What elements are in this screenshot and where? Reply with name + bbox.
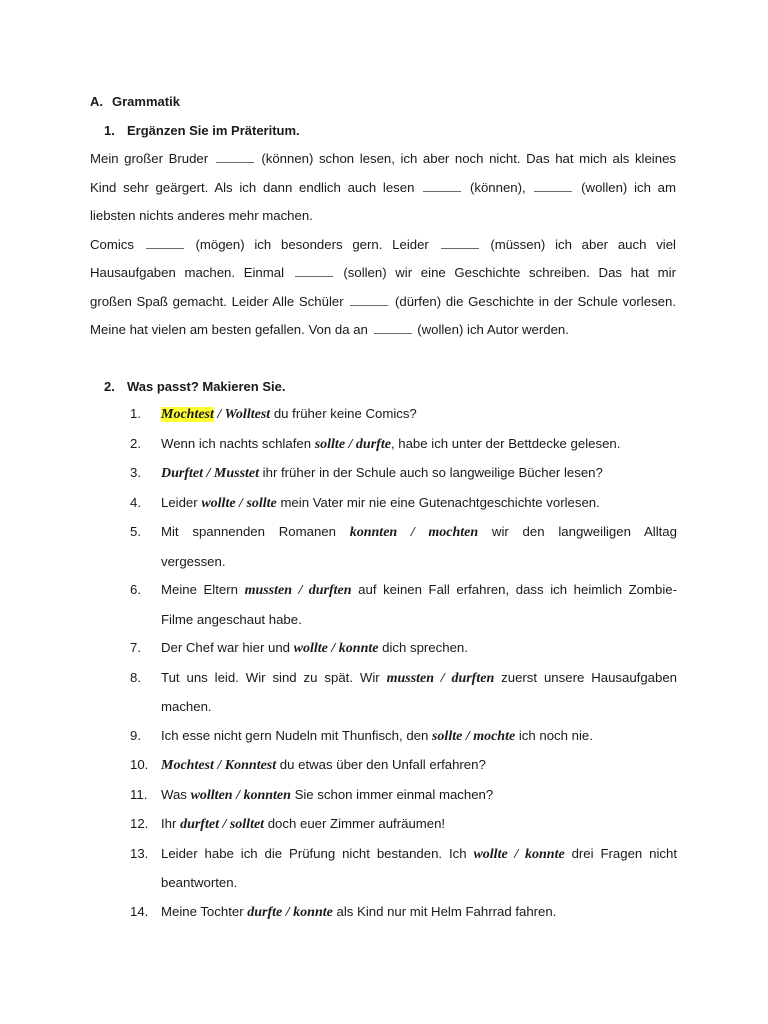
item-text: Mit spannenden Romanen konnten / mochten wir den langweiligen Alltag (161, 524, 677, 540)
item-number: 2. (130, 435, 141, 451)
choice-options[interactable]: mussten / durften (386, 670, 495, 686)
choice-options[interactable]: Mochtest / Konntest (161, 758, 277, 773)
item-text: Durftet / Musstet ihr früher in der Schule auch so langweilige Bücher lesen? (161, 465, 603, 481)
task1-title: Ergänzen Sie im Präteritum. (127, 123, 300, 138)
item-number: 4. (130, 494, 141, 510)
answer-blank[interactable] (216, 151, 254, 163)
item-text: Der Chef war hier und wollte / konnte dich sprechen. (161, 640, 468, 656)
list-item (130, 576, 677, 634)
item-text: Mochtest / Konntest du etwas über den Unfall erfahren? (161, 757, 486, 773)
item-text-continued: machen. (161, 699, 212, 714)
task2-number: 2. (104, 379, 115, 394)
choice-options[interactable]: wollte / konnte (473, 846, 565, 862)
paragraph-line-3: liebsten nichts anderes mehr machen. (90, 208, 313, 223)
item-number: 5. (130, 524, 141, 539)
task1-heading (104, 123, 300, 138)
task1-number: 1. (104, 123, 115, 138)
choice-options[interactable]: wollte / sollte (201, 495, 277, 511)
item-text: Ich esse nicht gern Nudeln mit Thunfisch, den sollte / mochte ich noch nie. (161, 727, 593, 744)
item-text: Tut uns leid. Wir sind zu spät. Wir mussten / durften zuerst unsere Hausaufgaben (161, 669, 678, 686)
list-item (130, 634, 677, 664)
item-text: Mochtest / Wolltest du früher keine Comics? (161, 406, 417, 422)
highlighted-choice: Mochtest (161, 407, 214, 422)
paragraph-line-2: Kind sehr geärgert. Als ich dann endlich auch lesen (können), (wollen) ich am (90, 179, 676, 195)
choice-options[interactable]: wollten / konnten (190, 787, 291, 803)
choice-options[interactable]: wollte / konnte (293, 641, 379, 656)
list-item (130, 459, 677, 489)
list-item (130, 781, 677, 811)
item-text: Meine Eltern mussten / durften auf keinen Fall erfahren, dass ich heimlich Zombie- (161, 582, 677, 598)
paragraph-line-6: großen Spaß gemacht. Leider Alle Schüler (dürfen) die Geschichte in der Schule vorlesen. (90, 293, 676, 309)
choice-options[interactable]: mussten / durften (244, 583, 352, 598)
list-item (130, 840, 677, 898)
list-item (130, 751, 677, 781)
answer-blank[interactable] (534, 180, 572, 192)
item-number: 14. (130, 903, 149, 919)
section-number: A. (90, 94, 103, 109)
item-text: Leider habe ich die Prüfung nicht bestanden. Ich wollte / konnte drei Fragen nicht (161, 845, 677, 862)
item-text: Leider wollte / sollte mein Vater mir nie eine Gutenachtgeschichte vorlesen. (161, 494, 600, 511)
choice-options[interactable]: durfte / konnte (247, 904, 333, 920)
paragraph-line-7: Meine hat vielen am besten gefallen. Von da an (wollen) ich Autor werden. (90, 322, 569, 337)
item-number: 6. (130, 582, 141, 597)
list-item (130, 810, 677, 840)
task2-list (130, 400, 677, 927)
answer-blank[interactable] (374, 322, 412, 334)
paragraph-line-4: Comics (mögen) ich besonders gern. Leider (müssen) ich aber auch viel (90, 236, 676, 252)
item-number: 8. (130, 669, 141, 685)
list-item (130, 518, 677, 576)
answer-blank[interactable] (441, 237, 479, 249)
choice-options[interactable]: durftet / solltet (180, 817, 265, 832)
section-heading (90, 94, 180, 109)
list-item (130, 664, 677, 722)
choice-options[interactable]: Durftet / Musstet (161, 466, 260, 481)
item-text: Wenn ich nachts schlafen sollte / durfte, habe ich unter der Bettdecke gelesen. (161, 435, 621, 452)
choice-options[interactable]: sollte / durfte (314, 436, 391, 452)
choice-options[interactable]: Mochtest / Wolltest (161, 407, 271, 422)
answer-blank[interactable] (295, 265, 333, 277)
item-number: 7. (130, 640, 141, 655)
item-text-continued: Filme angeschaut habe. (161, 611, 302, 627)
choice-options[interactable]: sollte / mochte (431, 728, 516, 744)
item-number: 13. (130, 845, 149, 861)
answer-blank[interactable] (423, 180, 461, 192)
list-item (130, 489, 677, 519)
item-text-continued: beantworten. (161, 875, 238, 890)
item-text: Meine Tochter durfte / konnte als Kind nur mit Helm Fahrrad fahren. (161, 903, 557, 920)
paragraph-line-5: Hausaufgaben machen. Einmal (sollen) wir eine Geschichte schreiben. Das hat mir (90, 265, 676, 280)
answer-blank[interactable] (350, 294, 388, 306)
item-number: 1. (130, 406, 141, 421)
task2-heading (104, 379, 285, 394)
item-number: 10. (130, 757, 149, 772)
item-number: 3. (130, 465, 141, 480)
item-number: 11. (130, 786, 148, 802)
paragraph-line-1: Mein großer Bruder (können) schon lesen, ich aber noch nicht. Das hat mich als kleines (90, 151, 677, 166)
item-text: Ihr durftet / solltet doch euer Zimmer aufräumen! (161, 816, 446, 832)
list-item (130, 722, 677, 752)
answer-blank[interactable] (146, 237, 184, 249)
item-text: Was wollten / konnten Sie schon immer einmal machen? (161, 786, 494, 803)
item-number: 9. (130, 727, 141, 743)
list-item (130, 400, 677, 430)
list-item (130, 430, 677, 460)
task1-paragraph (90, 145, 676, 345)
item-number: 12. (130, 816, 149, 831)
section-title: Grammatik (112, 94, 180, 109)
item-text-continued: vergessen. (161, 553, 226, 569)
choice-options[interactable]: konnten / mochten (349, 525, 479, 540)
task2-title: Was passt? Makieren Sie. (127, 379, 286, 394)
list-item (130, 898, 677, 928)
